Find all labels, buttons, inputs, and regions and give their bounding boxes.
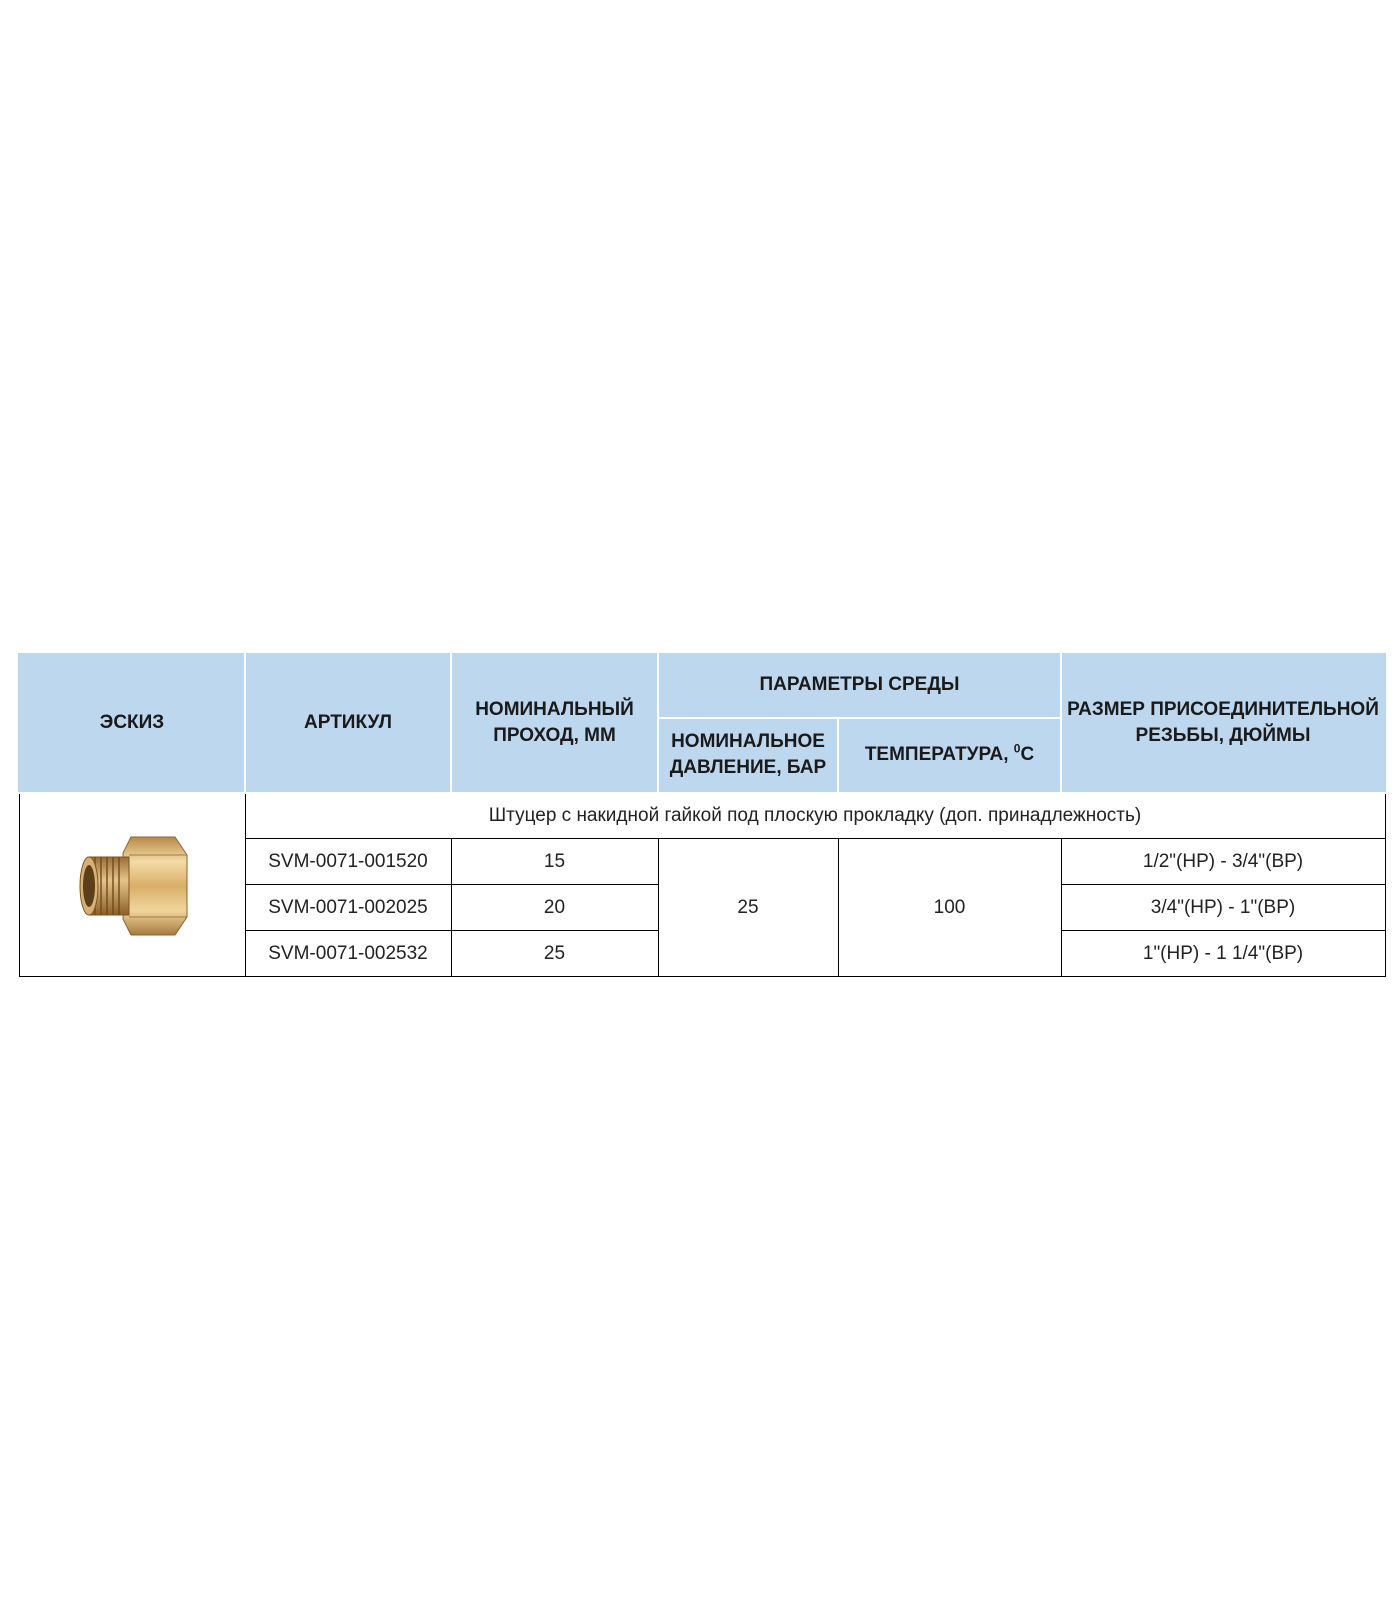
- header-article: АРТИКУЛ: [245, 654, 451, 793]
- header-sketch: ЭСКИЗ: [19, 654, 245, 793]
- dn-cell: 15: [451, 839, 658, 885]
- header-temperature: ТЕМПЕРАТУРА, $^0$С: [838, 718, 1061, 793]
- article-cell: SVM-0071-001520: [245, 839, 451, 885]
- header-thread-size: РАЗМЕР ПРИСОЕДИНИТЕЛЬНОЙ РЕЗЬБЫ, ДЮЙМЫ: [1061, 654, 1385, 793]
- brass-union-fitting-image: [71, 831, 193, 939]
- article-cell: SVM-0071-002532: [245, 931, 451, 977]
- article-cell: SVM-0071-002025: [245, 885, 451, 931]
- product-title: Штуцер с накидной гайкой под плоскую прокладку (доп. принадлежность): [245, 793, 1385, 839]
- thread-cell: 3/4"(НР) - 1"(ВР): [1061, 885, 1385, 931]
- pressure-cell: 25: [658, 839, 838, 977]
- header-nominal-pass: НОМИНАЛЬНЫЙ ПРОХОД, ММ: [451, 654, 658, 793]
- thread-cell: 1"(НР) - 1 1/4"(ВР): [1061, 931, 1385, 977]
- spec-table: [18, 653, 1386, 977]
- thread-cell: 1/2"(НР) - 3/4"(ВР): [1061, 839, 1385, 885]
- header-nominal-pressure: НОМИНАЛЬНОЕ ДАВЛЕНИЕ, БАР: [658, 718, 838, 793]
- dn-cell: 25: [451, 931, 658, 977]
- header-medium-params: ПАРАМЕТРЫ СРЕДЫ: [658, 654, 1061, 718]
- sketch-cell: [19, 793, 245, 977]
- temperature-cell: 100: [838, 839, 1061, 977]
- dn-cell: 20: [451, 885, 658, 931]
